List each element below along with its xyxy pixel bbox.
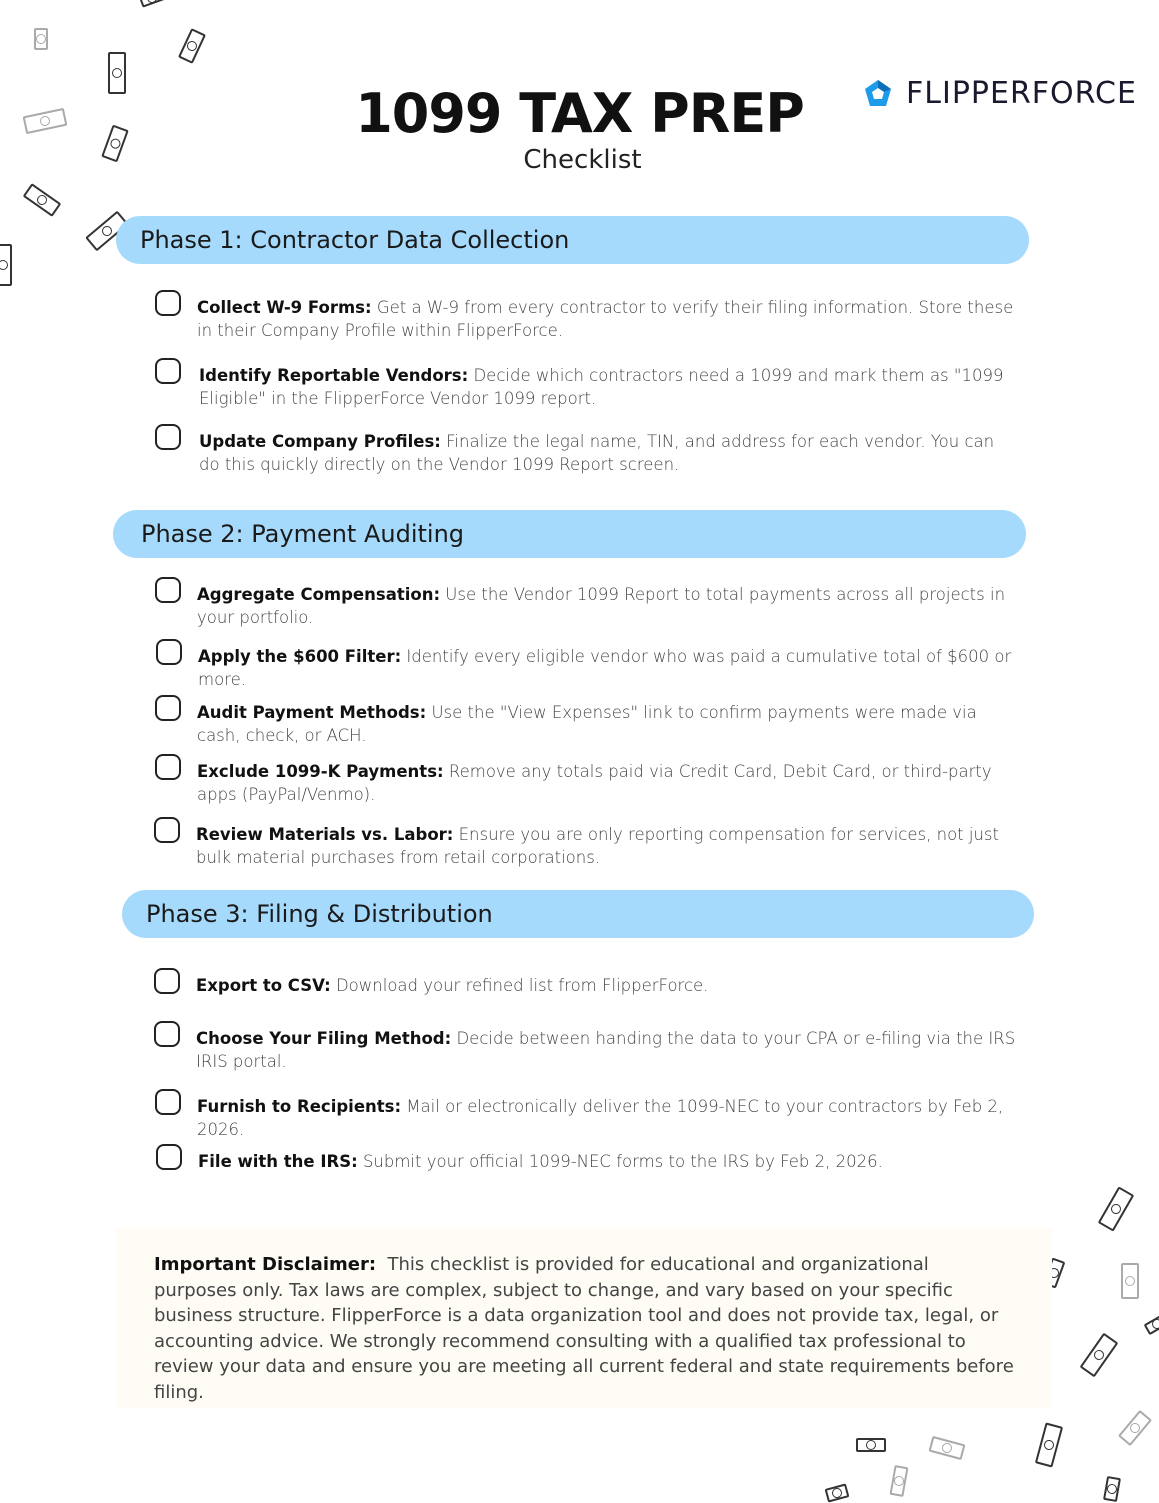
checkbox[interactable] [154, 817, 180, 843]
item-text [198, 645, 1018, 691]
item-label: Furnish to Recipients: [197, 1097, 402, 1116]
item-label: Review Materials vs. Labor: [196, 825, 454, 844]
checklist-item [155, 430, 1019, 476]
money-bill-icon [0, 244, 12, 286]
item-description: Decide which contractors need a 1099 and mark them as "1099 Eligible" in the FlipperForce Vendor 1099 report. [199, 366, 1004, 408]
money-bill-icon [34, 28, 48, 50]
checkbox[interactable] [155, 1089, 181, 1115]
item-label: Choose Your Filing Method: [196, 1029, 452, 1048]
checkbox[interactable] [154, 968, 180, 994]
item-description: Get a W-9 from every contractor to verify their filing information. Store these in their Company Profile within FlipperForce. [197, 298, 1014, 340]
phase-3-label: Phase 3: Filing & Distribution [146, 900, 493, 928]
checklist-item [155, 296, 1017, 342]
money-bill-icon [856, 1438, 886, 1452]
item-description: Finalize the legal name, TIN, and address for each vendor. You can do this quickly directly on the Vendor 1099 Report screen. [199, 432, 995, 474]
checklist-item [155, 760, 1017, 806]
money-bill-icon [1098, 1186, 1135, 1231]
item-text [199, 364, 1019, 410]
checkbox[interactable] [155, 290, 181, 316]
brand-name: FLIPPERFORCE [906, 76, 1137, 111]
phase-2-label: Phase 2: Payment Auditing [141, 520, 465, 548]
brand-logo [862, 76, 1137, 111]
page-title: 1099 TAX PREP [355, 82, 804, 145]
checkbox[interactable] [155, 695, 181, 721]
checklist-item [155, 1095, 1017, 1141]
item-text [199, 430, 1019, 476]
item-text [197, 296, 1017, 342]
checkbox[interactable] [154, 1021, 180, 1047]
item-description: Identify every eligible vendor who was paid a cumulative total of $600 or more. [198, 647, 1012, 689]
item-label: Export to CSV: [196, 976, 331, 995]
item-text [197, 701, 1017, 747]
item-label: Aggregate Compensation: [197, 585, 441, 604]
money-bill-icon [1035, 1422, 1063, 1467]
phase-2-header [113, 510, 1026, 558]
checklist-item [155, 701, 1017, 747]
item-description: Remove any totals paid via Credit Card, Debit Card, or third-party apps (PayPal/Venmo). [197, 762, 992, 804]
disclaimer-label: Important Disclaimer: [154, 1254, 377, 1275]
checklist-item [155, 364, 1019, 410]
checkbox[interactable] [155, 754, 181, 780]
money-bill-icon [1103, 1476, 1121, 1502]
disclaimer-box [116, 1228, 1052, 1408]
checklist-item [154, 974, 1016, 997]
item-text [197, 760, 1017, 806]
checklist-item [155, 583, 1017, 629]
checkbox[interactable] [156, 1144, 182, 1170]
checklist-item [156, 1150, 1018, 1173]
flipperforce-logo-icon [862, 78, 894, 110]
item-text [198, 1150, 1018, 1173]
item-description: Mail or electronically deliver the 1099-NEC to your contractors by Feb 2, 2026. [197, 1097, 1004, 1139]
money-bill-icon [139, 0, 166, 8]
phase-1-header [116, 216, 1029, 264]
checkbox[interactable] [155, 358, 181, 384]
page-subtitle: Checklist [523, 145, 642, 175]
phase-1-label: Phase 1: Contractor Data Collection [140, 226, 570, 254]
phase-3-header [122, 890, 1034, 938]
money-bill-icon [929, 1436, 966, 1460]
checkbox[interactable] [155, 577, 181, 603]
item-label: File with the IRS: [198, 1152, 358, 1171]
disclaimer-text: This checklist is provided for educational and organizational purposes only. Tax laws are complex, subject to change, and vary based on your specific business structure. FlipperForce is a data organization tool and does not provide tax, legal, or accounting advice. We strongly recommend consulting with a qualified tax professional to review your data and ensure you are meeting all current federal and state requirements before filing. [154, 1254, 1020, 1403]
money-bill-icon [178, 28, 206, 64]
item-description: Use the Vendor 1099 Report to total payments across all projects in your portfolio. [197, 585, 1006, 627]
checkbox[interactable] [155, 424, 181, 450]
item-text [196, 823, 1016, 869]
item-description: Decide between handing the data to your CPA or e-filing via the IRS IRIS portal. [196, 1029, 1016, 1071]
item-label: Collect W-9 Forms: [197, 298, 372, 317]
item-label: Apply the $600 Filter: [198, 647, 402, 666]
item-label: Exclude 1099-K Payments: [197, 762, 444, 781]
checklist-item [154, 1027, 1016, 1073]
item-description: Ensure you are only reporting compensation for services, not just bulk material purchases from retail corporations. [196, 825, 999, 867]
checkbox[interactable] [156, 639, 182, 665]
money-bill-icon [890, 1465, 909, 1497]
item-text [197, 583, 1017, 629]
item-label: Identify Reportable Vendors: [199, 366, 469, 385]
money-bill-icon [23, 183, 62, 217]
item-description: Download your refined list from FlipperForce. [330, 976, 709, 995]
item-text [196, 974, 1016, 997]
item-label: Update Company Profiles: [199, 432, 441, 451]
item-text [196, 1027, 1016, 1073]
item-label: Audit Payment Methods: [197, 703, 427, 722]
money-bill-icon [1144, 1313, 1159, 1335]
money-bill-icon [1121, 1263, 1139, 1299]
money-bill-icon [1080, 1333, 1119, 1378]
checklist-item [154, 823, 1016, 869]
item-description: Submit your official 1099-NEC forms to the IRS by Feb 2, 2026. [357, 1152, 883, 1171]
item-description: Use the "View Expenses" link to confirm payments were made via cash, check, or ACH. [197, 703, 977, 745]
money-bill-icon [1118, 1410, 1152, 1446]
item-text [197, 1095, 1017, 1141]
checklist-item [156, 645, 1018, 691]
